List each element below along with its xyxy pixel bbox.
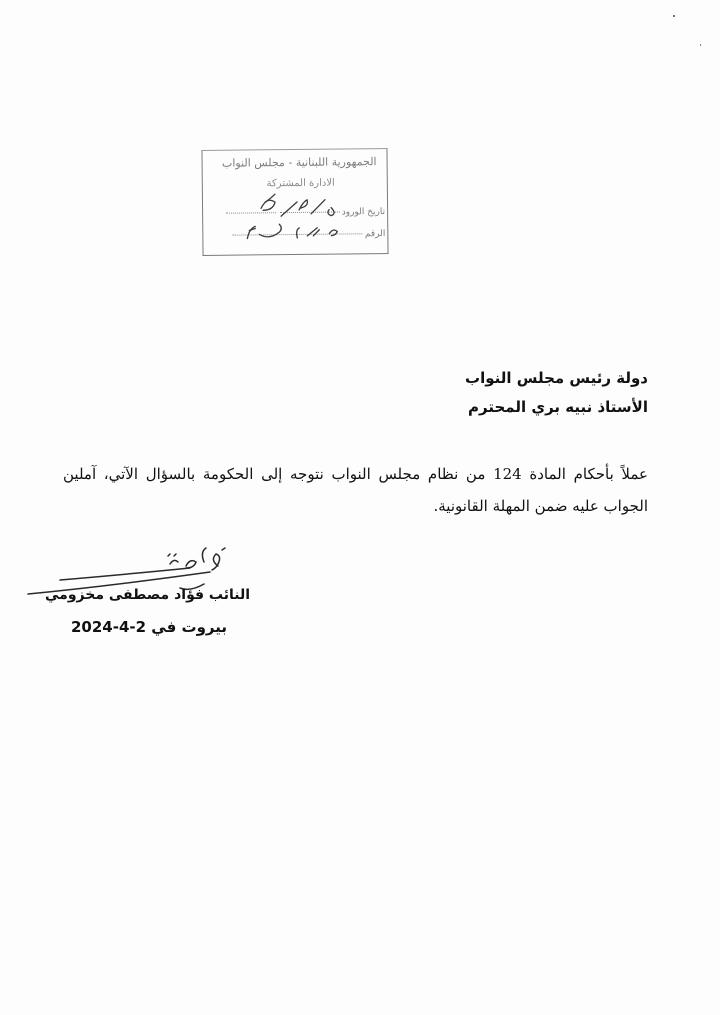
stamp-header: الجمهورية اللبنانية - مجلس النواب	[221, 155, 377, 170]
letter-date: 2024-4-2	[70, 618, 147, 636]
stamp-handwriting	[202, 149, 387, 255]
stamp-department: الادارة المشتركة	[266, 177, 335, 190]
signer-name: النائب فؤاد مصطفى مخزومي	[45, 587, 250, 603]
addressee-title: دولة رئيس مجلس النواب	[465, 369, 648, 387]
stamp-number-label: الرقم	[364, 229, 386, 240]
stamp-date-label: تاريخ الورود	[341, 207, 386, 218]
receipt-stamp	[201, 148, 388, 256]
place-date	[71, 618, 227, 636]
letter-body: عملاً بأحكام المادة 124 من نظام مجلس النواب نتوجه إلى الحكومة بالسؤال الآتي، آملين الجواب عليه ضمن المهلة القانونية.	[63, 465, 648, 515]
scan-speck	[700, 44, 701, 46]
scan-speck	[673, 15, 675, 17]
addressee-name: الأستاذ نبيه بري المحترم	[468, 398, 648, 416]
date-prefix: بيروت في	[151, 618, 227, 636]
